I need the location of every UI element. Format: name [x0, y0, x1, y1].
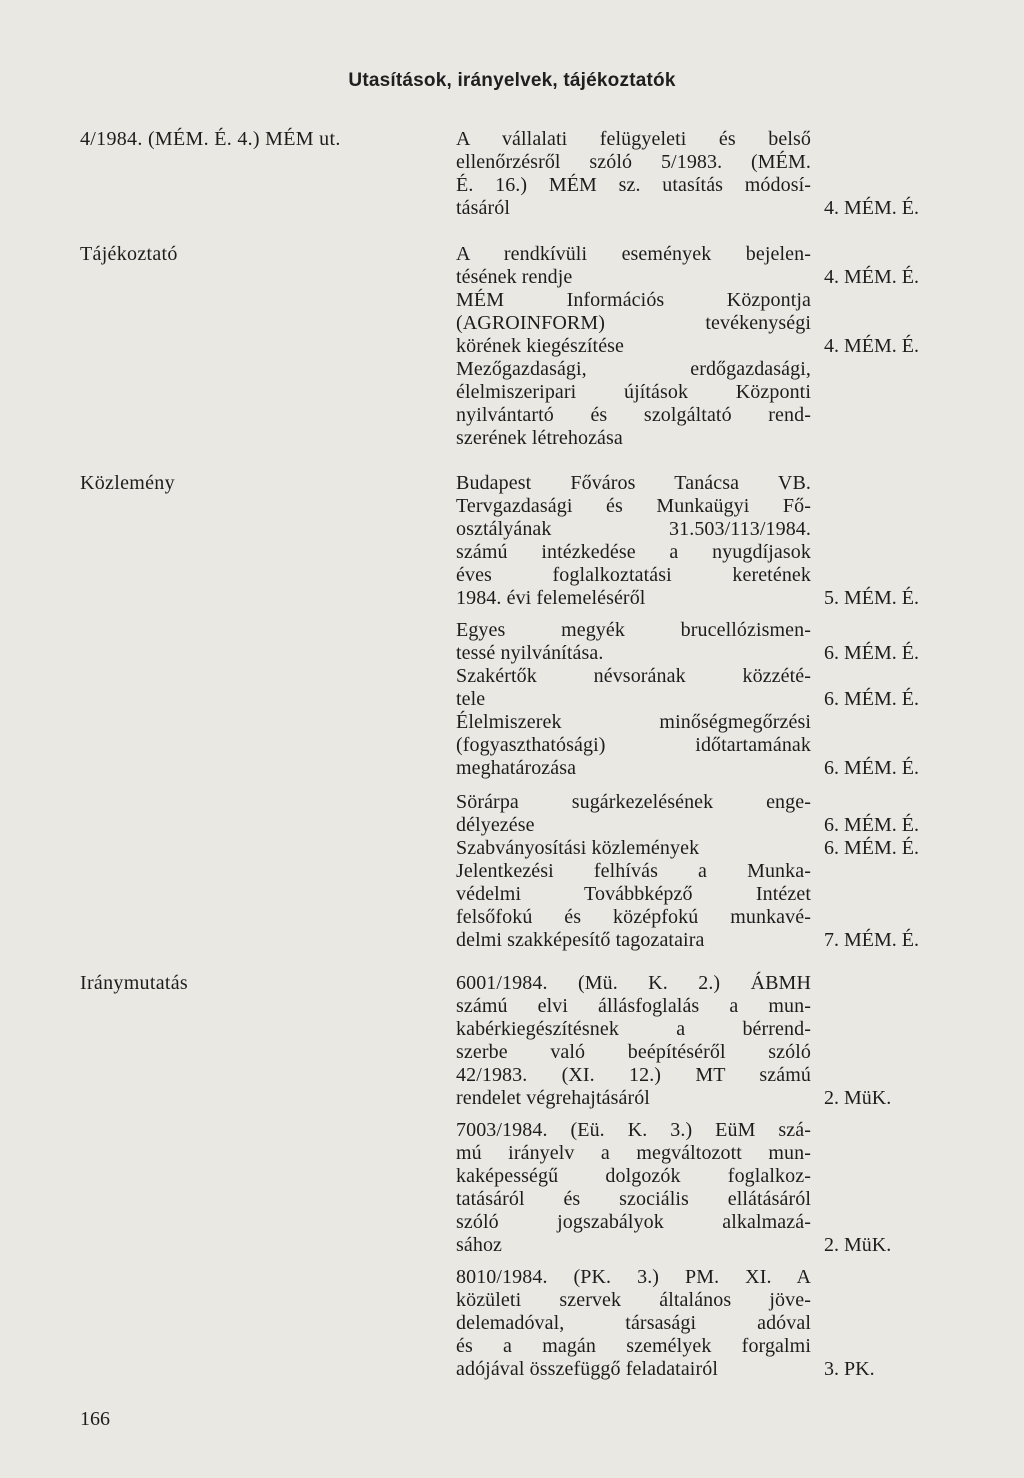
entry-line: Szabványosítási közlemények	[456, 837, 700, 859]
entry-line: sához	[456, 1234, 503, 1256]
source-reference: 2. MüK.	[824, 1234, 892, 1256]
entry-line: körének kiegészítése	[456, 335, 625, 357]
entry-line: É. 16.) MÉM sz. utasítás módosí-	[456, 174, 811, 196]
entry-line: 7003/1984. (Eü. K. 3.) EüM szá-	[456, 1119, 811, 1141]
entry-line: ellenőrzésről szóló 5/1983. (MÉM.	[456, 151, 811, 173]
entry-line: Szakértők névsorának közzété-	[456, 665, 811, 687]
source-reference: 6. MÉM. É.	[824, 814, 919, 836]
entry-text	[456, 243, 811, 289]
source-reference: 4. MÉM. É.	[824, 266, 919, 288]
entry-line: Tervgazdasági és Munkaügyi Fő-	[456, 495, 811, 517]
entry-line: Egyes megyék brucellózismen-	[456, 619, 811, 641]
entry-line: kaképességű dolgozók foglalkoz-	[456, 1165, 811, 1187]
entry-text	[456, 289, 811, 358]
source-reference: 4. MÉM. É.	[824, 335, 919, 357]
entry-line: kabérkiegészítésnek a bérrend-	[456, 1018, 811, 1040]
entry-line: delemadóval, társasági adóval	[456, 1312, 811, 1334]
entry-line: Élelmiszerek minőségmegőrzési	[456, 711, 811, 733]
source-reference: 3. PK.	[824, 1358, 875, 1380]
entry-text	[456, 837, 811, 860]
entry-line: delmi szakképesítő tagozataira	[456, 929, 705, 951]
entry	[456, 1266, 956, 1381]
entry-line: szerbe való beépítéséről szóló	[456, 1041, 811, 1063]
entry	[456, 860, 956, 952]
entry-line: A vállalati felügyeleti és belső	[456, 128, 811, 150]
entry-line: szóló jogszabályok alkalmazá-	[456, 1211, 811, 1233]
entry	[456, 289, 956, 358]
source-reference: 6. MÉM. É.	[824, 757, 919, 779]
entry	[456, 1119, 956, 1257]
entry	[456, 665, 956, 711]
entry-line: tessé nyilvánítása.	[456, 642, 604, 664]
entry-line: adójával összefüggő feladatairól	[456, 1358, 718, 1380]
entry-line: 6001/1984. (Mü. K. 2.) ÁBMH	[456, 972, 811, 994]
entry-line: délyezése	[456, 814, 535, 836]
entry	[456, 128, 956, 220]
source-reference: 4. MÉM. É.	[824, 197, 919, 219]
entry-line: tatásáról és szociális ellátásáról	[456, 1188, 811, 1210]
entry-line: tésének rendje	[456, 266, 573, 288]
entry-line: Jelentkezési felhívás a Munka-	[456, 860, 811, 882]
source-reference: 7. MÉM. É.	[824, 929, 919, 951]
category-label: Iránymutatás	[80, 972, 189, 994]
page-number: 166	[80, 1408, 110, 1430]
entry-line: MÉM Információs Központja	[456, 289, 811, 311]
entry-line: A rendkívüli események bejelen-	[456, 243, 811, 265]
entry	[456, 619, 956, 665]
entry-line: élelmiszeripari újítások Központi	[456, 381, 811, 403]
source-reference: 6. MÉM. É.	[824, 837, 919, 859]
entry-line: (fogyaszthatósági) időtartamának	[456, 734, 811, 756]
entry-text	[456, 665, 811, 711]
entry-line: rendelet végrehajtásáról	[456, 1087, 650, 1109]
source-reference: 2. MüK.	[824, 1087, 892, 1109]
category-label: Közlemény	[80, 472, 175, 494]
entry	[456, 711, 956, 780]
entry-line: 8010/1984. (PK. 3.) PM. XI. A	[456, 1266, 811, 1288]
entry-line: nyilvántartó és szolgáltató rend-	[456, 404, 811, 426]
source-reference: 6. MÉM. É.	[824, 642, 919, 664]
entry-text	[456, 358, 811, 450]
entry-line: felsőfokú és középfokú munkavé-	[456, 906, 811, 928]
entry-line: számú elvi állásfoglalás a mun-	[456, 995, 811, 1017]
entry-line: és a magán személyek forgalmi	[456, 1335, 811, 1357]
entry-text	[456, 472, 811, 610]
entry	[456, 791, 956, 837]
entry-line: Budapest Főváros Tanácsa VB.	[456, 472, 811, 494]
entry-text	[456, 1266, 811, 1381]
source-reference: 6. MÉM. É.	[824, 688, 919, 710]
entry	[456, 243, 956, 289]
running-header: Utasítások, irányelvek, tájékoztatók	[348, 70, 676, 91]
entry-text	[456, 972, 811, 1110]
entry-text	[456, 1119, 811, 1257]
entry-text	[456, 128, 811, 220]
source-reference: 5. MÉM. É.	[824, 587, 919, 609]
entry-line: mú irányelv a megváltozott mun-	[456, 1142, 811, 1164]
entry-line: Sörárpa sugárkezelésének enge-	[456, 791, 811, 813]
entry-line: tásáról	[456, 197, 511, 219]
entry	[456, 837, 956, 860]
entry-line: éves foglalkoztatási keretének	[456, 564, 811, 586]
entry-line: meghatározása	[456, 757, 577, 779]
category-label: Tájékoztató	[80, 243, 178, 265]
entry-text	[456, 860, 811, 952]
entry-line: 1984. évi felemeléséről	[456, 587, 646, 609]
entry-line: védelmi Továbbképző Intézet	[456, 883, 811, 905]
category-label: 4/1984. (MÉM. É. 4.) MÉM ut.	[80, 128, 341, 150]
entry-line: 42/1983. (XI. 12.) MT számú	[456, 1064, 811, 1086]
entry	[456, 472, 956, 610]
entry-line: tele	[456, 688, 486, 710]
entry-line: osztályának 31.503/113/1984.	[456, 518, 811, 540]
entry-line: (AGROINFORM) tevékenységi	[456, 312, 811, 334]
entry-text	[456, 711, 811, 780]
entry-text	[456, 791, 811, 837]
entry-line: közületi szervek általános jöve-	[456, 1289, 811, 1311]
entry-line: számú intézkedése a nyugdíjasok	[456, 541, 811, 563]
entry-line: szerének létrehozása	[456, 427, 623, 449]
entry	[456, 972, 956, 1110]
entry-line: Mezőgazdasági, erdőgazdasági,	[456, 358, 811, 380]
entry	[456, 358, 956, 450]
entry-text	[456, 619, 811, 665]
